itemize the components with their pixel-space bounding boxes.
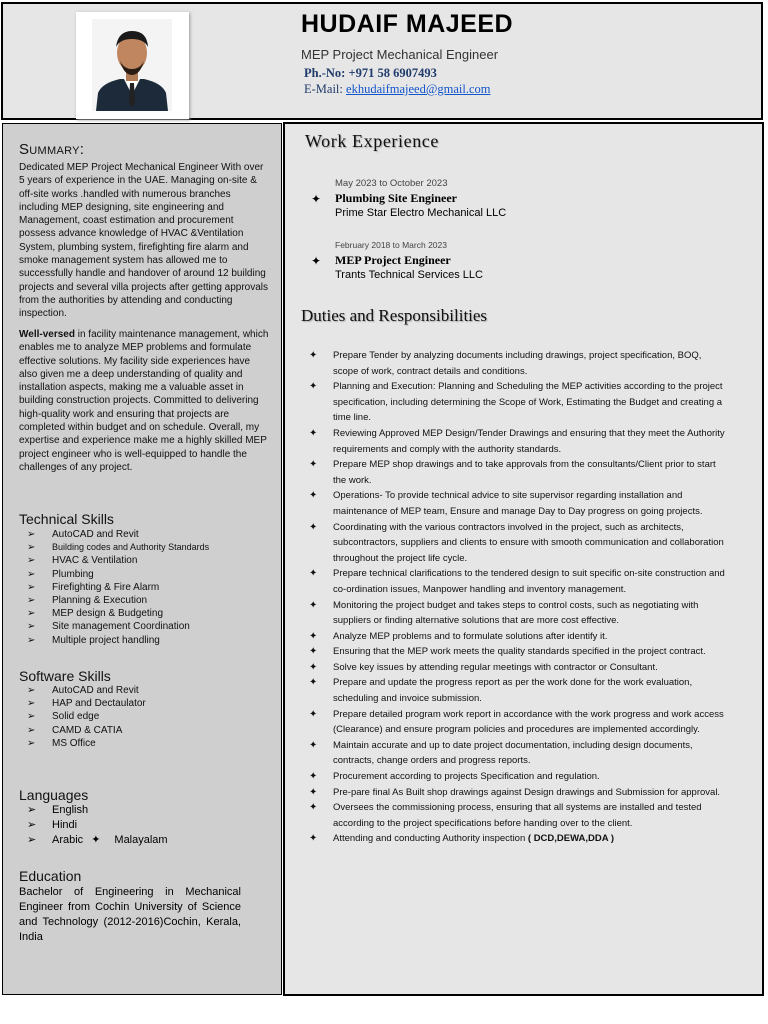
email-link[interactable]: ekhudaifmajeed@gmail.com xyxy=(346,82,491,96)
list-item: ✦ Operations- To provide technical advice to site supervisor regarding installation and maintenance of MEP team, Ensure and manage Day to Day progress on going projects. xyxy=(309,490,703,517)
list-item: ➢ Planning & Execution xyxy=(27,595,148,607)
arrow-bullet-icon: ➢ xyxy=(27,698,36,710)
arrow-bullet-icon: ➢ xyxy=(27,581,36,593)
arrow-bullet-icon: ➢ xyxy=(27,542,36,554)
work-experience-title: Work Experience xyxy=(305,131,439,151)
list-item: ✦ Oversees the commissioning process, ensuring that all systems are installed and tested according to the project specifications before handing over to the client. xyxy=(309,802,702,829)
left-column xyxy=(2,123,282,995)
list-item: ✦ Prepare technical clarifications to the tendered design to suit specific on-site construction and co-ordination issues, Manpower handling and inventory management. xyxy=(309,568,725,595)
list-item: ➢ Plumbing xyxy=(27,568,94,580)
star-bullet-icon: ✦ xyxy=(309,739,318,751)
star-bullet-icon: ✦ xyxy=(309,381,318,393)
list-item: ➢ Building codes and Authority Standards xyxy=(27,542,210,554)
list-item: ✦ Monitoring the project budget and takes steps to control costs, such as negotiating with suppliers or finding alternative solutions that are more cost effective. xyxy=(309,599,699,627)
star-bullet-icon: ✦ xyxy=(309,599,318,611)
star-bullet-icon: ✦ xyxy=(309,708,318,720)
list-item: ➢ Solid edge xyxy=(27,711,100,723)
email-label: E-Mail: xyxy=(304,82,347,96)
summary-paragraph-2-text: in facility maintenance management, which enables me to analyze MEP problems and formulate effective solutions. My facility side experiences have also given me a deep understanding of quality and installation aspects, making me a valuable asset in building construction projects. Committed to delivering high-quality work and ensuring that projects are completed within budget and on schedule. Overall, my expertise and experience make me a highly skilled MEP project engineer who is well-equipped to handle the challenges of any project. xyxy=(19,329,269,473)
list-item: ➢ CAMD & CATIA xyxy=(27,724,123,736)
software-skills-list xyxy=(27,684,146,750)
arrow-bullet-icon: ➢ xyxy=(27,608,36,620)
summary-paragraph-1: Dedicated MEP Project Mechanical Engineer With over 5 years of experience in the UAE. Managing on-site & off-site works .handled with numerous branches including MEP designing, site engineering and Management, coast estimation and procurement possess advance knowledge of HVAC &Ventilation System, plumbing system, firefighting fire alarm and smoke management system has allowed me to successfully handle and handover of around 12 building projects and several villa projects after getting approvals from the authorities by attending and conducting inspection. xyxy=(19,162,269,320)
summary-title: Summary: xyxy=(19,141,85,158)
list-item: ✦ Analyze MEP problems and to formulate solutions after identify it. xyxy=(307,629,727,645)
technical-skills-title: Technical Skills xyxy=(19,511,114,527)
list-item: ✦ Procurement according to projects Specification and regulation. xyxy=(307,769,727,785)
star-bullet-icon: ✦ xyxy=(309,833,318,845)
star-bullet-icon: ✦ xyxy=(309,427,318,439)
list-item: ✦ Attending and conducting Authority inspection ( DCD,DEWA,DDA ) xyxy=(307,831,727,847)
job-role: MEP Project Mechanical Engineer xyxy=(301,47,499,62)
star-bullet-icon: ✦ xyxy=(309,771,318,783)
arrow-bullet-icon: ➢ xyxy=(27,685,36,696)
arrow-bullet-icon: ➢ xyxy=(27,724,36,736)
list-item: ➢ Site management Coordination xyxy=(27,621,190,633)
list-item: ➢ HVAC & Ventilation xyxy=(27,555,138,567)
arrow-bullet-icon: ➢ xyxy=(27,555,36,567)
technical-skills-list xyxy=(27,528,209,647)
star-bullet-icon: ✦ xyxy=(311,254,322,268)
summary-paragraph-2 xyxy=(19,328,269,474)
list-item: ✦ Planning and Execution: Planning and Scheduling the MEP activities according to the project specification, including determining the Scope of Work, Estimating the Budget and creating a time line. xyxy=(309,381,723,424)
list-item: ✦ Reviewing Approved MEP Design/Tender Drawings and ensuring that they meet the Authority requirements and comply with the authority standards. xyxy=(309,427,725,455)
arrow-bullet-icon: ➢ xyxy=(27,529,36,540)
candidate-name: HUDAIF MAJEED xyxy=(301,10,514,38)
arrow-bullet-icon: ➢ xyxy=(27,595,36,607)
job-title: MEP Project Engineer xyxy=(335,253,451,267)
list-item: ✦ Prepare detailed program work report in accordance with the work progress and work access (Clearance) and ensure program policies and procedures are implemented accordingly. xyxy=(309,708,724,736)
list-item: ✦ Prepare and update the progress report as per the work done for the work evaluation, scheduling and invoice submission. xyxy=(309,677,693,705)
list-item: ➢ Arabic ✦ Malayalam xyxy=(27,834,168,846)
star-bullet-icon: ✦ xyxy=(309,677,318,689)
star-bullet-icon: ✦ xyxy=(309,630,318,642)
right-column xyxy=(283,122,764,996)
list-item: ➢ MS Office xyxy=(27,737,96,749)
arrow-bullet-icon: ➢ xyxy=(27,711,36,723)
list-item: ✦ Maintain accurate and up to date project documentation, including design documents, contracts, change orders and progress reports. xyxy=(309,739,693,767)
list-item: ➢ HAP and Dectaulator xyxy=(27,698,146,710)
duties-list xyxy=(307,348,727,847)
list-item: ✦ Ensuring that the MEP work meets the quality standards specified in the project contract. xyxy=(307,644,727,660)
profile-photo-image xyxy=(92,19,172,111)
list-item: ➢ Hindi xyxy=(27,819,78,831)
arrow-bullet-icon: ➢ xyxy=(27,737,36,749)
arrow-bullet-icon: ➢ xyxy=(27,819,37,831)
star-bullet-icon: ✦ xyxy=(309,786,318,798)
job-date: May 2023 to October 2023 xyxy=(335,178,448,189)
list-item: ➢ AutoCAD and Revit xyxy=(27,529,139,540)
star-bullet-icon: ✦ xyxy=(309,490,318,502)
arrow-bullet-icon: ➢ xyxy=(27,804,37,816)
list-item: ➢ AutoCAD and Revit xyxy=(27,685,139,696)
job-title: Plumbing Site Engineer xyxy=(335,191,458,205)
education-title: Education xyxy=(19,868,82,884)
education-text: Bachelor of Engineering in Mechanical Engineer from Cochin University of Science and Technology (2012-2016)Cochin, Kerala, India xyxy=(19,886,241,943)
list-item: ➢ MEP design & Budgeting xyxy=(27,608,164,620)
list-item: ➢ Firefighting & Fire Alarm xyxy=(27,581,160,593)
email-line xyxy=(304,82,490,97)
star-bullet-icon: ✦ xyxy=(309,661,318,673)
list-item: ✦ Prepare MEP shop drawings and to take approvals from the consultants/Client prior to start the work. xyxy=(309,459,716,486)
list-item: ✦ Coordinating with the various contractors involved in the project, such as architects, subcontractors, suppliers and clients to ensure with smooth communication and collaboration throughout the project life cycle. xyxy=(309,521,724,564)
list-item: ➢ English xyxy=(27,804,89,816)
arrow-bullet-icon: ➢ xyxy=(27,834,37,846)
arrow-bullet-icon: ➢ xyxy=(27,634,36,646)
star-bullet-icon: ✦ xyxy=(309,802,318,814)
list-item: ✦ Solve key issues by attending regular meetings with contractor or Consultant. xyxy=(307,660,727,676)
phone-number: Ph.-No: +971 58 6907493 xyxy=(304,66,437,80)
star-bullet-icon: ✦ xyxy=(309,350,318,361)
job-company: Prime Star Electro Mechanical LLC xyxy=(335,207,507,219)
job-company: Trants Technical Services LLC xyxy=(335,269,483,281)
list-item: ➢ Multiple project handling xyxy=(27,634,160,646)
summary-bold-lead: Well-versed xyxy=(19,329,75,340)
duties-title: Duties and Responsibilities xyxy=(301,306,488,325)
job-date: February 2018 to March 2023 xyxy=(335,240,447,250)
star-bullet-icon: ✦ xyxy=(309,521,318,533)
profile-photo xyxy=(76,12,189,119)
star-bullet-icon: ✦ xyxy=(311,192,322,206)
arrow-bullet-icon: ➢ xyxy=(27,621,36,633)
header xyxy=(1,2,763,120)
arrow-bullet-icon: ➢ xyxy=(27,568,36,580)
list-item: ✦ Prepare Tender by analyzing documents including drawings, project specification, BOQ, scope of work, contract details and conditions. xyxy=(309,350,702,377)
software-skills-title: Software Skills xyxy=(19,668,111,684)
star-bullet-icon: ✦ xyxy=(309,459,318,471)
languages-list xyxy=(27,803,168,848)
star-bullet-icon: ✦ xyxy=(309,568,318,580)
languages-title: Languages xyxy=(19,787,89,803)
list-item: ✦ Pre-pare final As Built shop drawings against Design drawings and Submission for approval. xyxy=(307,785,727,801)
star-bullet-icon: ✦ xyxy=(309,646,318,658)
star-bullet-icon: ✦ xyxy=(91,834,101,846)
